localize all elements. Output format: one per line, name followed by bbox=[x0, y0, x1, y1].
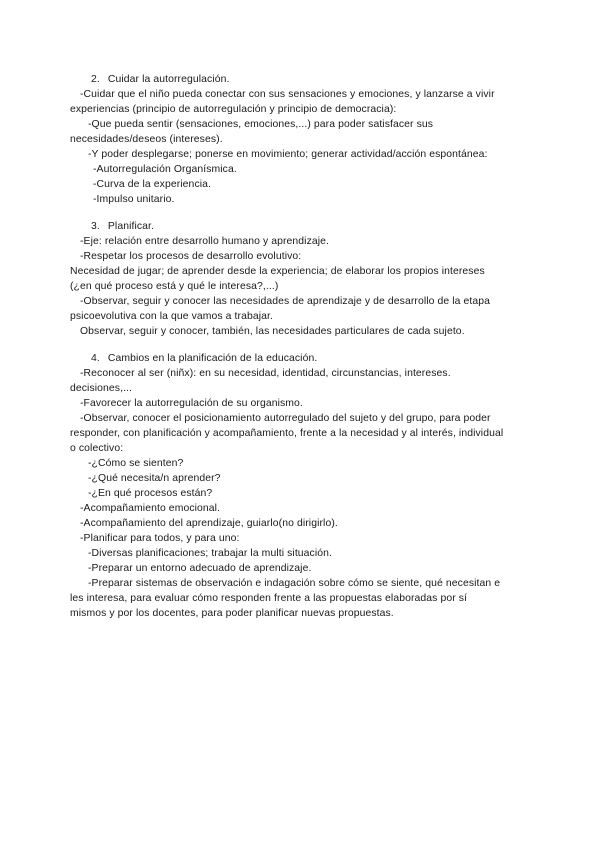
text-line: -Curva de la experiencia. bbox=[93, 179, 212, 190]
text-line: -Preparar sistemas de observación e indagación sobre cómo se siente, qué necesitan e bbox=[88, 578, 501, 589]
section-number: 3. bbox=[91, 221, 100, 232]
section-3-heading bbox=[91, 220, 154, 234]
text-line: -Autorregulación Organísmica. bbox=[93, 164, 237, 175]
section-number: 2. bbox=[91, 74, 100, 85]
text-line: Observar, seguir y conocer, también, las necesidades particulares de cada sujeto. bbox=[80, 326, 465, 337]
text-line: -Impulso unitario. bbox=[93, 194, 175, 205]
text-line: decisiones,... bbox=[70, 383, 133, 394]
section-title: Planificar. bbox=[107, 221, 155, 232]
text-line: -¿En qué procesos están? bbox=[88, 488, 213, 499]
text-line: -¿Cómo se sienten? bbox=[88, 458, 184, 469]
text-line: -Preparar un entorno adecuado de aprendizaje. bbox=[88, 563, 312, 574]
text-line: -Acompañamiento emocional. bbox=[80, 503, 221, 514]
text-line: -Diversas planificaciones; trabajar la multi situación. bbox=[88, 548, 333, 559]
section-title: Cambios en la planificación de la educación. bbox=[107, 353, 318, 364]
text-line: (¿en qué proceso está y qué le interesa?,...) bbox=[70, 281, 279, 292]
section-2-heading bbox=[91, 73, 229, 87]
text-line: necesidades/deseos (intereses). bbox=[70, 134, 223, 145]
text-line: -Respetar los procesos de desarrollo evolutivo: bbox=[80, 251, 302, 262]
text-line: responder, con planificación y acompañamiento, frente a la necesidad y al interés, individual bbox=[70, 428, 504, 439]
text-line: psicoevolutiva con la que vamos a trabajar. bbox=[70, 311, 273, 322]
section-title: Cuidar la autorregulación. bbox=[107, 74, 230, 85]
text-line: -¿Qué necesita/n aprender? bbox=[88, 473, 221, 484]
text-line: -Eje: relación entre desarrollo humano y aprendizaje. bbox=[80, 236, 330, 247]
text-line: les interesa, para evaluar cómo responden frente a las propuestas elaboradas por sí bbox=[70, 593, 468, 604]
text-line: o colectivo: bbox=[70, 443, 124, 454]
text-line: -Observar, conocer el posicionamiento autorregulado del sujeto y del grupo, para poder bbox=[80, 413, 491, 424]
text-line: -Y poder desplegarse; ponerse en movimiento; generar actividad/acción espontánea: bbox=[88, 149, 488, 160]
section-number: 4. bbox=[91, 353, 100, 364]
section-4-heading bbox=[91, 352, 317, 366]
text-line: -Que pueda sentir (sensaciones, emociones,...) para poder satisfacer sus bbox=[88, 119, 434, 130]
text-line: -Planificar para todos, y para uno: bbox=[80, 533, 240, 544]
text-line: experiencias (principio de autorregulación y principio de democracia): bbox=[70, 104, 397, 115]
text-line: -Cuidar que el niño pueda conectar con sus sensaciones y emociones, y lanzarse a vivir bbox=[80, 89, 495, 100]
text-line: Necesidad de jugar; de aprender desde la experiencia; de elaborar los propios intereses bbox=[70, 266, 485, 277]
text-line: -Acompañamiento del aprendizaje, guiarlo(no dirigirlo). bbox=[80, 518, 338, 529]
text-line: -Favorecer la autorregulación de su organismo. bbox=[80, 398, 303, 409]
text-line: -Reconocer al ser (niñx): en su necesidad, identidad, circunstancias, intereses. bbox=[80, 368, 451, 379]
text-line: -Observar, seguir y conocer las necesidades de aprendizaje y de desarrollo de la etapa bbox=[80, 296, 491, 307]
text-line: mismos y por los docentes, para poder planificar nuevas propuestas. bbox=[70, 608, 394, 619]
